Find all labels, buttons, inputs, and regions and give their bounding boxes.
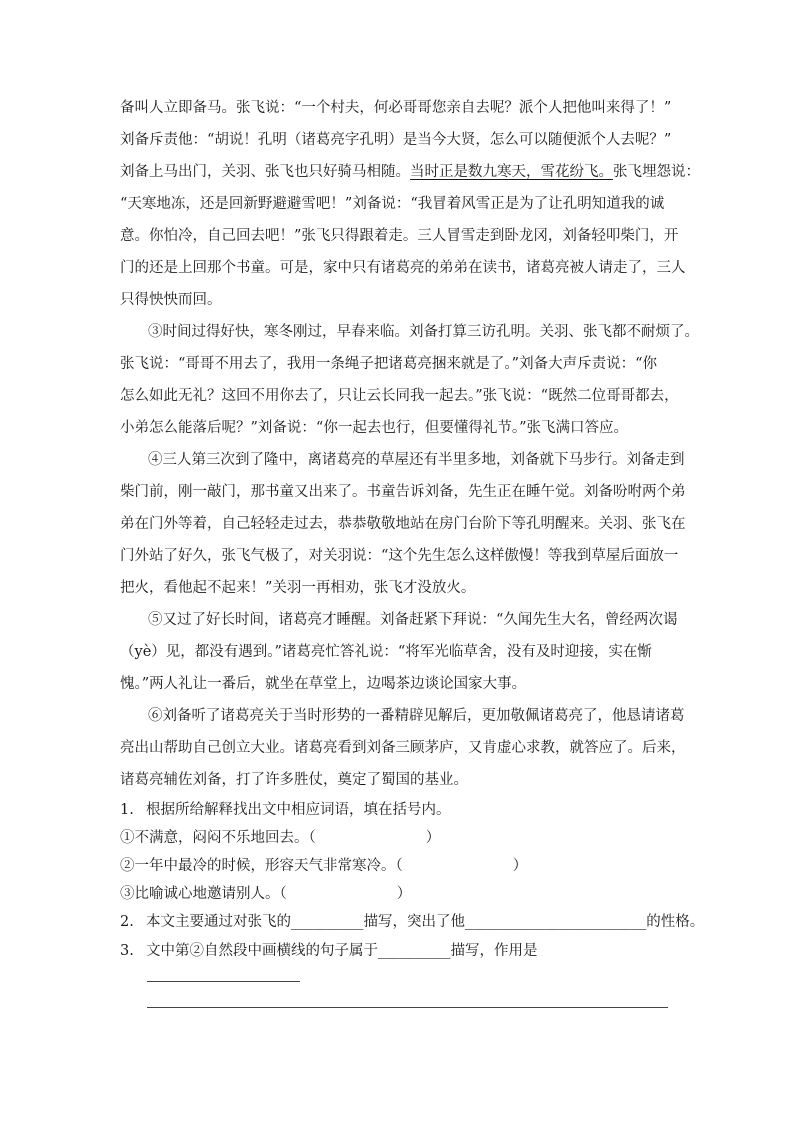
passage-line: 只得怏怏而回。 bbox=[120, 292, 222, 308]
question-number: 3. bbox=[120, 943, 134, 959]
passage-line: 意。你怕冷，自己回去吧！”张飞只得跟着走。三人冒雪走到卧龙冈，刘备轻叩柴门，开 bbox=[120, 228, 679, 244]
question-2 bbox=[120, 912, 704, 932]
answer-blank[interactable]: _________________________ bbox=[465, 914, 647, 930]
passage-line: 诸葛亮辅佐刘备，打了许多胜仗，奠定了蜀国的基业。 bbox=[120, 772, 468, 788]
passage-line: 刘备斥责他：“胡说！孔明（诸葛亮字孔明）是当今大贤，怎么可以随便派个人去呢？” bbox=[120, 132, 672, 148]
question-text: 文中第②自然段中画横线的句子属于 bbox=[146, 943, 378, 959]
question-1-item bbox=[120, 828, 440, 848]
passage-line: ⑥刘备听了诸葛亮关于当时形势的一番精辟见解后，更加敬佩诸葛亮了，他恳请诸葛 bbox=[148, 708, 685, 724]
passage-line: 备叫人立即备马。张飞说：“一个村夫，何必哥哥您亲自去呢？派个人把他叫来得了！” bbox=[120, 100, 672, 116]
passage-line: 弟在门外等着，自己轻轻走过去，恭恭敬敬地站在房门台阶下等孔明醒来。关羽、张飞在 bbox=[120, 516, 686, 532]
passage-line: “天寒地冻，还是回新野避避雪吧！”刘备说：“我冒着风雪正是为了让孔明知道我的诚 bbox=[120, 196, 665, 212]
question-text: 描写，作用是 bbox=[450, 943, 538, 959]
item-prompt: ③比喻诚心地邀请别人。（ bbox=[120, 886, 287, 902]
answer-line[interactable] bbox=[147, 1007, 668, 1008]
passage-line: （yè）见，都没有遇到。”诸葛亮忙答礼说：“将军光临草舍，没有及时迎接，实在惭 bbox=[120, 644, 652, 660]
passage-line: ⑤又过了好长时间，诸葛亮才睡醒。刘备赶紧下拜说：“久闻先生大名，曾经两次谒 bbox=[148, 612, 678, 628]
question-text: 描写，突出了他 bbox=[363, 914, 465, 930]
item-close: ） bbox=[396, 886, 412, 902]
passage-text: 刘备上马出门，关羽、张飞也只好骑马相随。 bbox=[120, 164, 410, 180]
question-number: 2. bbox=[120, 914, 134, 930]
passage-text: 张飞埋怨说： bbox=[613, 164, 700, 180]
passage-line: 小弟怎么能落后呢？”刘备说：“你一起去也行，但要懂得礼节。”张飞满口答应。 bbox=[120, 420, 628, 436]
question-1-item bbox=[120, 856, 527, 876]
passage-line bbox=[120, 162, 700, 182]
answer-blank[interactable]: __________ bbox=[291, 914, 364, 930]
passage-line: ③时间过得好快，寒冬刚过，早春来临。刘备打算三访孔明。关羽、张飞都不耐烦了。 bbox=[148, 324, 699, 340]
passage-line: 愧。”两人礼让一番后，就坐在草堂上，边喝茶边谈论国家大事。 bbox=[120, 676, 527, 692]
question-3 bbox=[120, 941, 538, 961]
answer-line[interactable] bbox=[147, 981, 300, 982]
item-prompt: ①不满意，闷闷不乐地回去。（ bbox=[120, 830, 316, 846]
passage-line: ④三人第三次到了隆中，离诸葛亮的草屋还有半里多地，刘备就下马步行。刘备走到 bbox=[148, 452, 685, 468]
question-text: 本文主要通过对张飞的 bbox=[146, 914, 291, 930]
question-1-item bbox=[120, 884, 411, 904]
item-prompt: ②一年中最冷的时候，形容天气非常寒冷。（ bbox=[120, 858, 403, 874]
passage-line: 把火，看他起不起来！”关羽一再相劝，张飞才没放火。 bbox=[120, 580, 476, 596]
question-text: 根据所给解释找出文中相应词语，填在括号内。 bbox=[146, 802, 451, 818]
passage-line: 张飞说：“哥哥不用去了，我用一条绳子把诸葛亮捆来就是了。”刘备大声斥责说：“你 bbox=[120, 356, 657, 372]
passage-line: 门外站了好久，张飞气极了，对关羽说：“这个先生怎么这样傲慢！等我到草屋后面放一 bbox=[120, 548, 679, 564]
question-1 bbox=[120, 800, 451, 820]
passage-line: 怎么如此无礼？这回不用你去了，只让云长同我一起去。”张飞说：“既然二位哥哥都去， bbox=[120, 388, 679, 404]
passage-line: 柴门前，刚一敲门，那书童又出来了。书童告诉刘备，先生正在睡午觉。刘备吩咐两个弟 bbox=[120, 484, 686, 500]
passage-line: 门的还是上回那个书童。可是，家中只有诸葛亮的弟弟在读书，诸葛亮被人请走了，三人 bbox=[120, 260, 686, 276]
passage-line: 亮出山帮助自己创立大业。诸葛亮看到刘备三顾茅庐，又肯虚心求教，就答应了。后来， bbox=[120, 740, 686, 756]
answer-blank[interactable]: __________ bbox=[378, 943, 451, 959]
question-number: 1. bbox=[120, 802, 134, 818]
item-close: ） bbox=[425, 830, 441, 846]
item-close: ） bbox=[512, 858, 528, 874]
underlined-sentence: 当时正是数九寒天，雪花纷飞。 bbox=[410, 164, 613, 180]
question-text: 的性格。 bbox=[646, 914, 705, 930]
